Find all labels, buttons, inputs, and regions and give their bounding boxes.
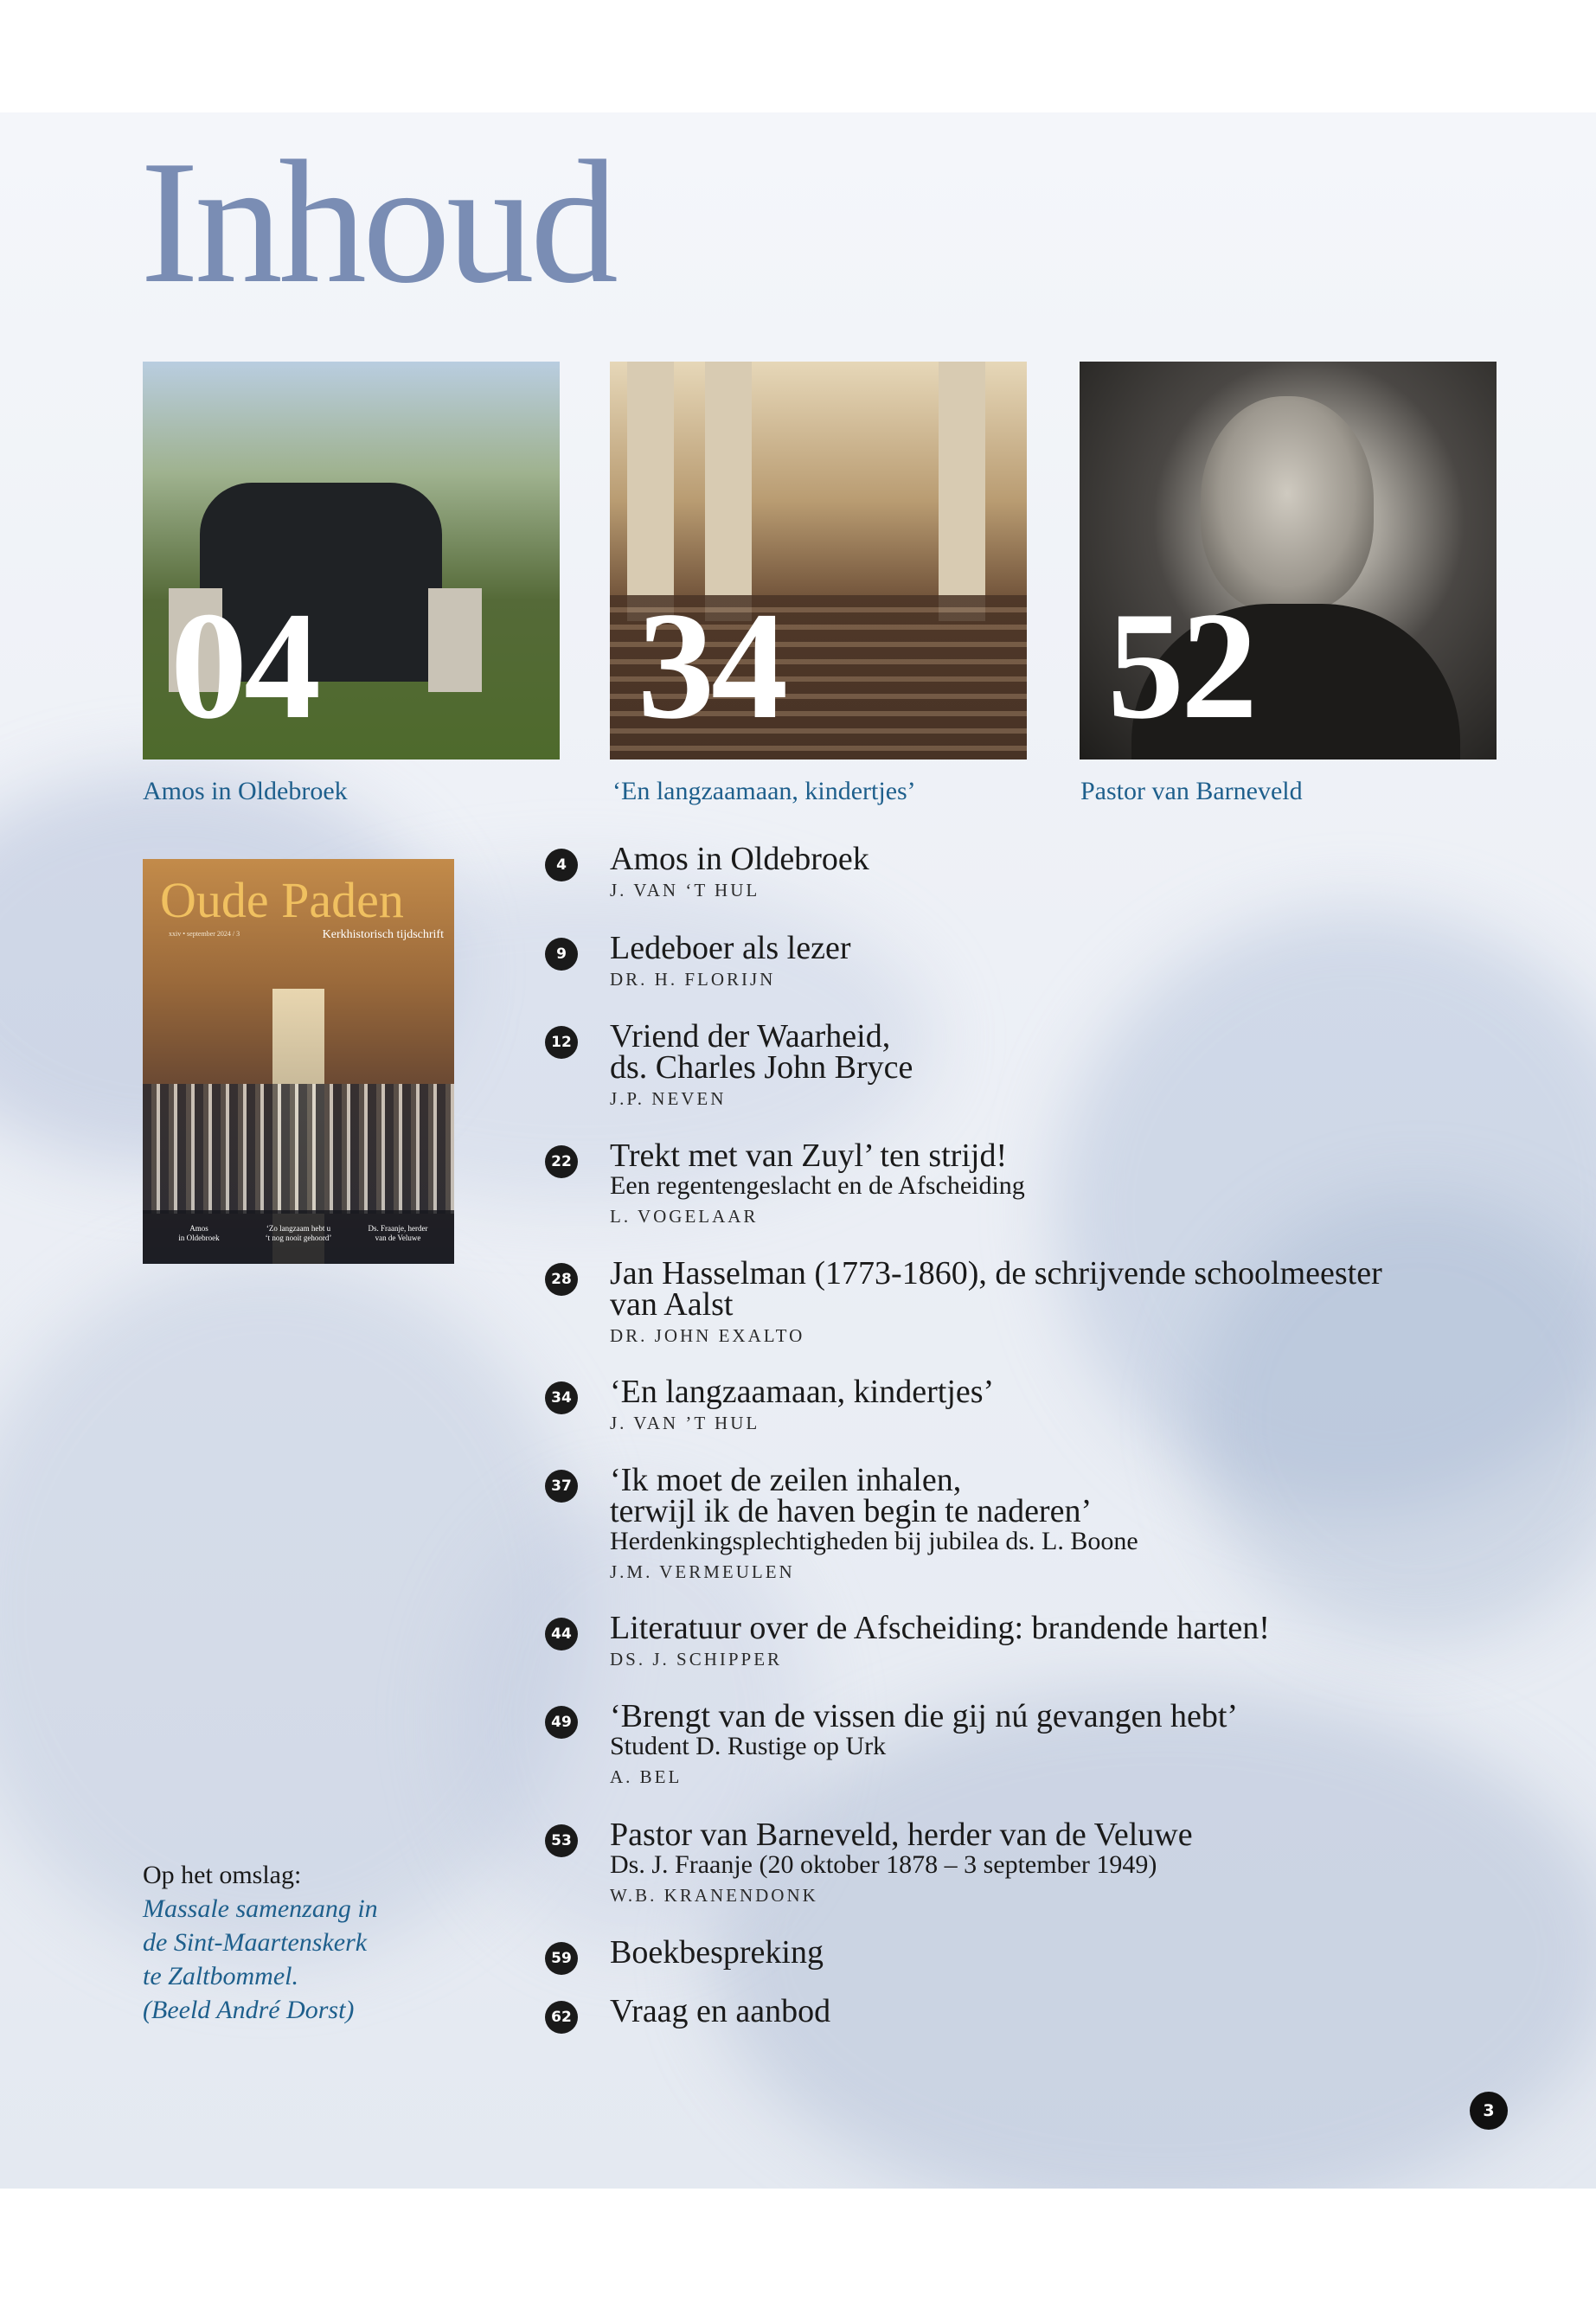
toc-subtitle: Een regentengeslacht en de Afscheiding [610,1171,1025,1200]
cover-issue-info: xxiv • september 2024 / 3 [169,930,240,938]
toc-title: Pastor van Barneveld, herder van de Veluwe [610,1817,1193,1853]
page-number: 3 [1470,2092,1508,2130]
page-badge: 22 [545,1145,578,1178]
toc-title: ‘En langzaamaan, kindertjes’ [610,1374,995,1410]
feature-caption[interactable]: ‘En langzaamaan, kindertjes’ [612,777,916,805]
toc-title: Jan Hasselman (1773-1860), de schrijvende schoolmeester van Aalst [610,1255,1382,1323]
toc-author: J. VAN ’T HUL [610,1413,760,1433]
cover-caption: Amos in Oldebroek [178,1224,220,1243]
toc-author: DS. J. SCHIPPER [610,1649,783,1670]
cover-note [143,1858,437,2027]
cover-note-description: Massale samenzang in de Sint-Maartenskerk te Zaltbommel. (Beeld André Dorst) [143,1894,378,2024]
feature-photo-church[interactable] [610,362,1027,760]
page-badge: 4 [545,849,578,881]
toc-author: J.P. NEVEN [610,1088,727,1109]
page-badge: 62 [545,2001,578,2034]
page-title: Inhoud [140,125,614,320]
page-badge: 12 [545,1026,578,1059]
toc-author: W.B. KRANENDONK [610,1885,818,1906]
toc-title: ‘Brengt van de vissen die gij nú gevangen hebt’ [610,1698,1239,1734]
toc-subtitle: Student D. Rustige op Urk [610,1732,887,1760]
feature-number: 34 [638,580,785,751]
feature-photo-portrait[interactable] [1080,362,1497,760]
toc-title: Boekbespreking [610,1934,824,1971]
church-pillar [939,362,985,621]
toc-author: DR. H. FLORIJN [610,969,776,990]
cover-caption: Ds. Fraanje, herder van de Veluwe [368,1224,428,1243]
page-badge: 59 [545,1942,578,1975]
toc-author: J. VAN ‘T HUL [610,880,760,901]
cover-note-label: Op het omslag: [143,1861,302,1889]
stone-post [428,588,482,692]
page-badge: 9 [545,938,578,971]
toc-title: Vraag en aanbod [610,1993,831,2029]
toc-title: ‘Ik moet de zeilen inhalen, terwijl ik de haven begin te naderen’ [610,1462,1093,1529]
page-badge: 49 [545,1706,578,1739]
feature-number: 04 [170,580,317,751]
toc-title: Trekt met van Zuyl’ ten strijd! [610,1138,1008,1174]
magazine-cover[interactable] [143,859,454,1264]
toc-title: Vriend der Waarheid, ds. Charles John Bryce [610,1018,913,1086]
feature-caption[interactable]: Amos in Oldebroek [143,777,348,805]
feature-photo-grave[interactable] [143,362,560,760]
cover-title: Oude Paden [160,872,404,928]
cover-crowd [143,1084,454,1214]
feature-number: 52 [1107,580,1254,751]
feature-caption[interactable]: Pastor van Barneveld [1080,777,1303,805]
cover-subtitle: Kerkhistorisch tijdschrift [322,928,444,941]
toc-title: Literatuur over de Afscheiding: brandende harten! [610,1610,1270,1646]
page-badge: 37 [545,1470,578,1503]
toc-title: Ledeboer als lezer [610,930,851,966]
page-badge: 34 [545,1381,578,1414]
cover-caption: ‘Zo langzaam hebt u ‘t nog nooit gehoord’ [265,1224,332,1243]
toc-title: Amos in Oldebroek [610,841,869,877]
toc-author: L. VOGELAAR [610,1206,759,1227]
page-badge: 44 [545,1618,578,1650]
toc-subtitle: Ds. J. Fraanje (20 oktober 1878 – 3 september 1949) [610,1850,1157,1879]
page-badge: 53 [545,1824,578,1857]
toc-author: J.M. VERMEULEN [610,1561,795,1582]
toc-subtitle: Herdenkingsplechtigheden bij jubilea ds. L. Boone [610,1527,1138,1555]
page-badge: 28 [545,1263,578,1296]
toc-author: DR. JOHN EXALTO [610,1325,805,1346]
toc-author: A. BEL [610,1766,683,1787]
